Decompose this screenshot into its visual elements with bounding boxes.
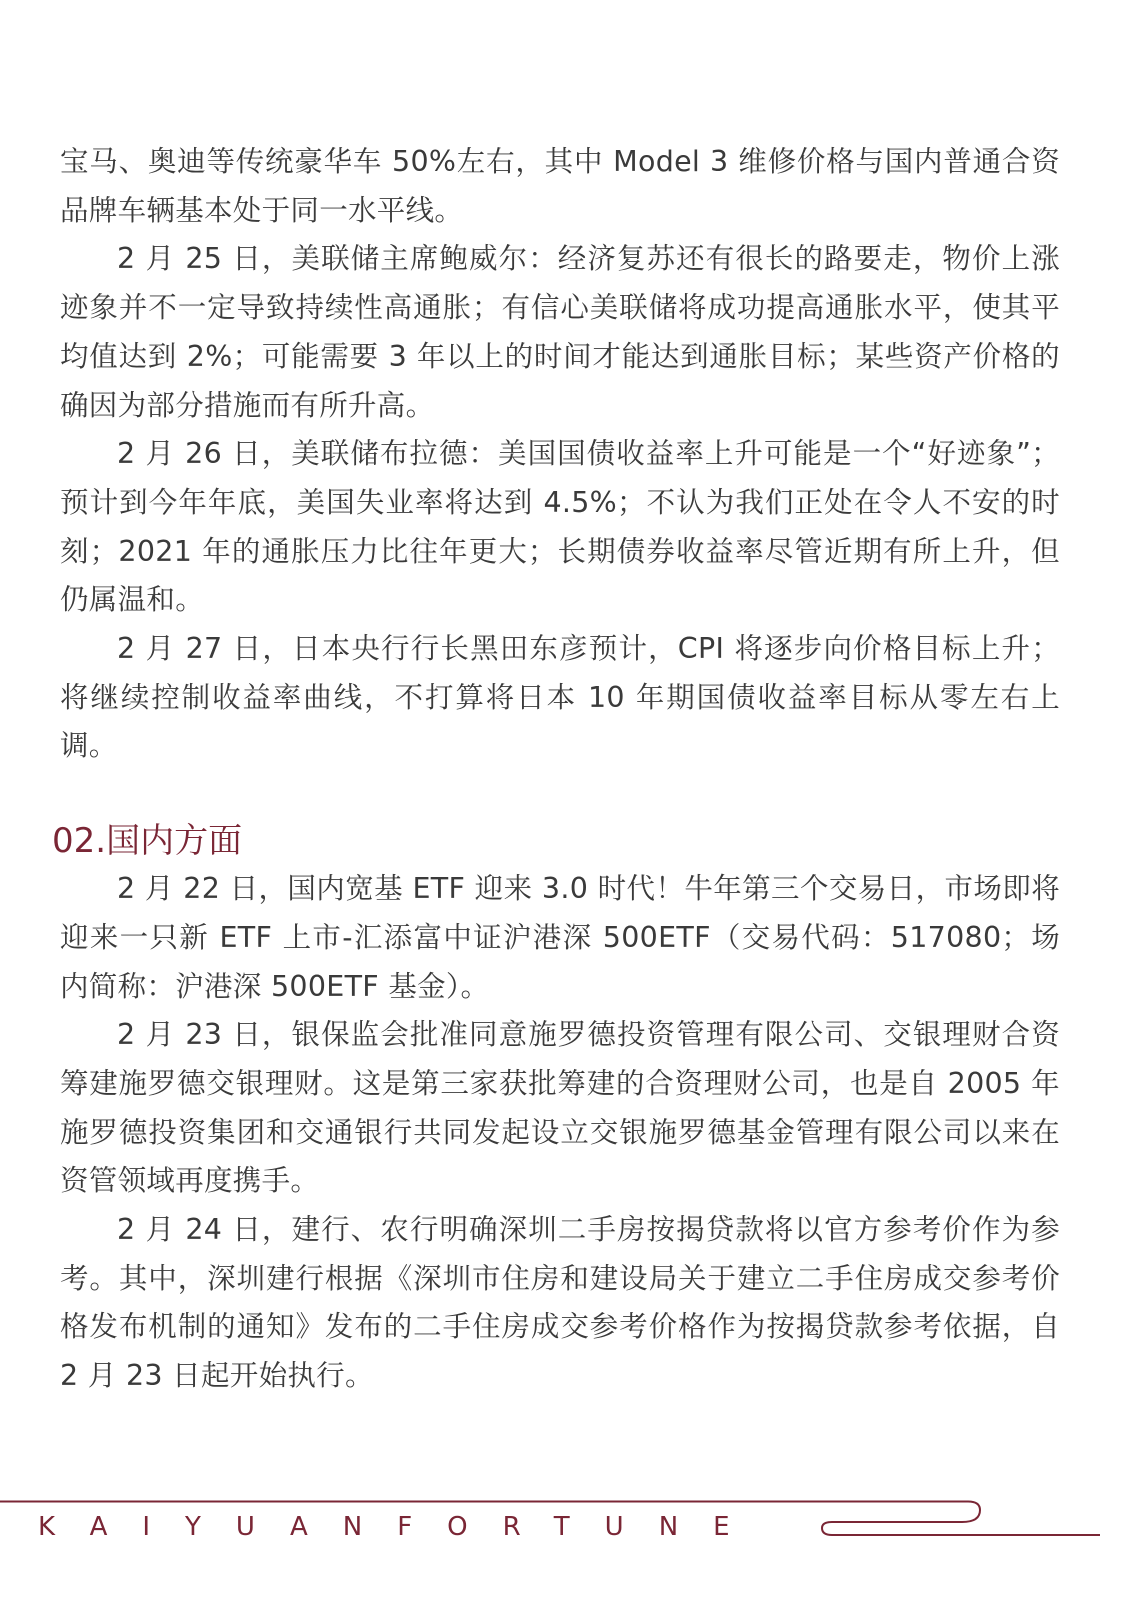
section-paragraphs xyxy=(60,865,1060,1401)
paragraphs-top xyxy=(60,138,1060,771)
paragraph: 2 月 22 日，国内宽基 ETF 迎来 3.0 时代！牛年第三个交易日，市场即将迎来一只新 ETF 上市-汇添富中证沪港深 500ETF（交易代码：517080；场内简称：沪港深 500ETF 基金）。 xyxy=(60,872,1060,1003)
paragraph: 宝马、奥迪等传统豪华车 50%左右，其中 Model 3 维修价格与国内普通合资品牌车辆基本处于同一水平线。 xyxy=(60,145,1060,227)
section-title: 02.国内方面 xyxy=(52,821,243,862)
paragraph: 2 月 26 日，美联储布拉德：美国国债收益率上升可能是一个“好迹象”；预计到今年年底，美国失业率将达到 4.5%；不认为我们正处在令人不安的时刻；2021 年的通胀压力比往年更大；长期债券收益率尽管近期有所上升，但仍属温和。 xyxy=(60,437,1060,617)
paragraph: 2 月 27 日，日本央行行长黑田东彦预计，CPI 将逐步向价格目标上升；将继续控制收益率曲线，不打算将日本 10 年期国债收益率目标从零左右上调。 xyxy=(60,632,1060,763)
paragraph: 2 月 23 日，银保监会批准同意施罗德投资管理有限公司、交银理财合资筹建施罗德交银理财。这是第三家获批筹建的合资理财公司，也是自 2005 年施罗德投资集团和交通银行共同发起设立交银施罗德基金管理有限公司以来在资管领域再度携手。 xyxy=(60,1018,1060,1198)
page-footer xyxy=(0,1500,1130,1560)
paragraph: 2 月 25 日，美联储主席鲍威尔：经济复苏还有很长的路要走，物价上涨迹象并不一定导致持续性高通胀；有信心美联储将成功提高通胀水平，使其平均值达到 2%；可能需要 3 年以上的时间才能达到通胀目标；某些资产价格的确因为部分措施而有所升高。 xyxy=(60,242,1060,422)
document-body xyxy=(52,138,1060,1401)
paragraph: 2 月 24 日，建行、农行明确深圳二手房按揭贷款将以官方参考价作为参考。其中，深圳建行根据《深圳市住房和建设局关于建立二手住房成交参考价格发布机制的通知》发布的二手住房成交参考价格作为按揭贷款参考依据，自 2 月 23 日起开始执行。 xyxy=(60,1213,1060,1393)
footer-brand: KAIYUANFORTUNE xyxy=(38,1512,765,1542)
